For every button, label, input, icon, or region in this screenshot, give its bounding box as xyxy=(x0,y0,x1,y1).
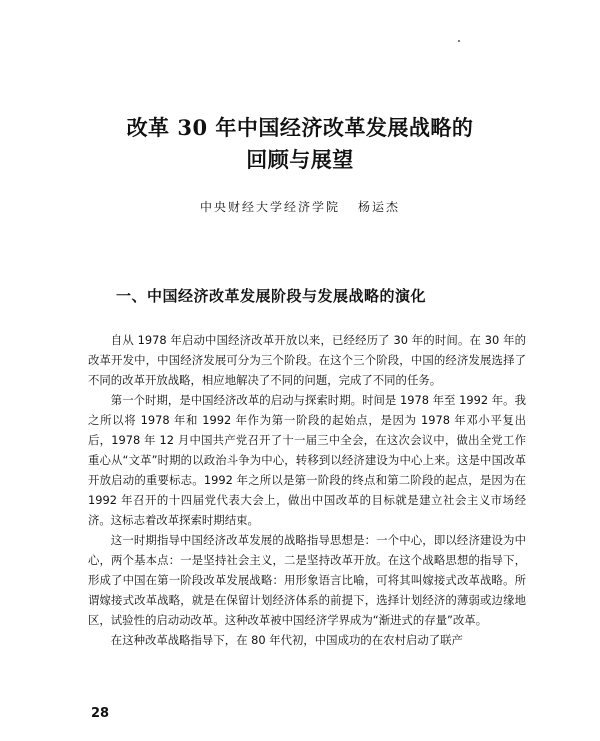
section-heading: 一、中国经济改革发展阶段与发展战略的演化 xyxy=(116,287,427,305)
paragraph: 在这种改革战略指导下，在 80 年代初，中国成功的在农村启动了联产 xyxy=(110,633,463,647)
article-title xyxy=(0,112,600,176)
body-text xyxy=(88,330,526,650)
page-number: 28 xyxy=(91,706,110,721)
author-affiliation: 中央财经大学经济学院 xyxy=(199,200,340,214)
author-name: 杨运杰 xyxy=(358,200,401,214)
title-line-2: 回顾与展望 xyxy=(246,147,354,172)
author-line xyxy=(0,198,600,215)
paragraph: 自从 1978 年启动中国经济改革开放以来，已经经历了 30 年的时间。在 30 年的改革开发中，中国经济发展可分为三个阶段。在这个三个阶段，中国的经济发展选择了不同的改革开放战略，相应地解决了不同的问题，完成了不同的任务。 xyxy=(88,333,526,387)
paragraph: 这一时期指导中国经济改革发展的战略指导思想是：一个中心，即以经济建设为中心，两个基本点：一是坚持社会主义，二是坚持改革开放。在这个战略思想的指导下，形成了中国在第一阶段改革发展战略：用形象语言比喻，可将其叫嫁接式改革战略。所谓嫁接式改革战略，就是在保留计划经济体系的前提下，选择计划经济的薄弱或边缘地区，试验性的启动动改革。这种改革被中国经济学界成为“渐进式的存量”改革。 xyxy=(88,533,526,627)
title-line-1: 改革 30 年中国经济改革发展战略的 xyxy=(126,115,474,140)
scan-speck xyxy=(458,40,460,42)
paragraph: 第一个时期，是中国经济改革的启动与探索时期。时间是 1978 年至 1992 年。我之所以将 1978 年和 1992 年作为第一阶段的起始点，是因为 1978 年邓小平复出后，1978 年 12 月中国共产党召开了十一届三中全会，在这次会议中，做出全党工作重心从“文革”时期的以政治斗争为中心，转移到以经济建设为中心上来。这是中国改革开放启动的重要标志。1992 年之所以是第一阶段的终点和第二阶段的起点，是因为在 1992 年召开的十四届党代表大会上，做出中国改革的目标就是建立社会主义市场经济。这标志着改革探索时期结束。 xyxy=(88,393,526,527)
